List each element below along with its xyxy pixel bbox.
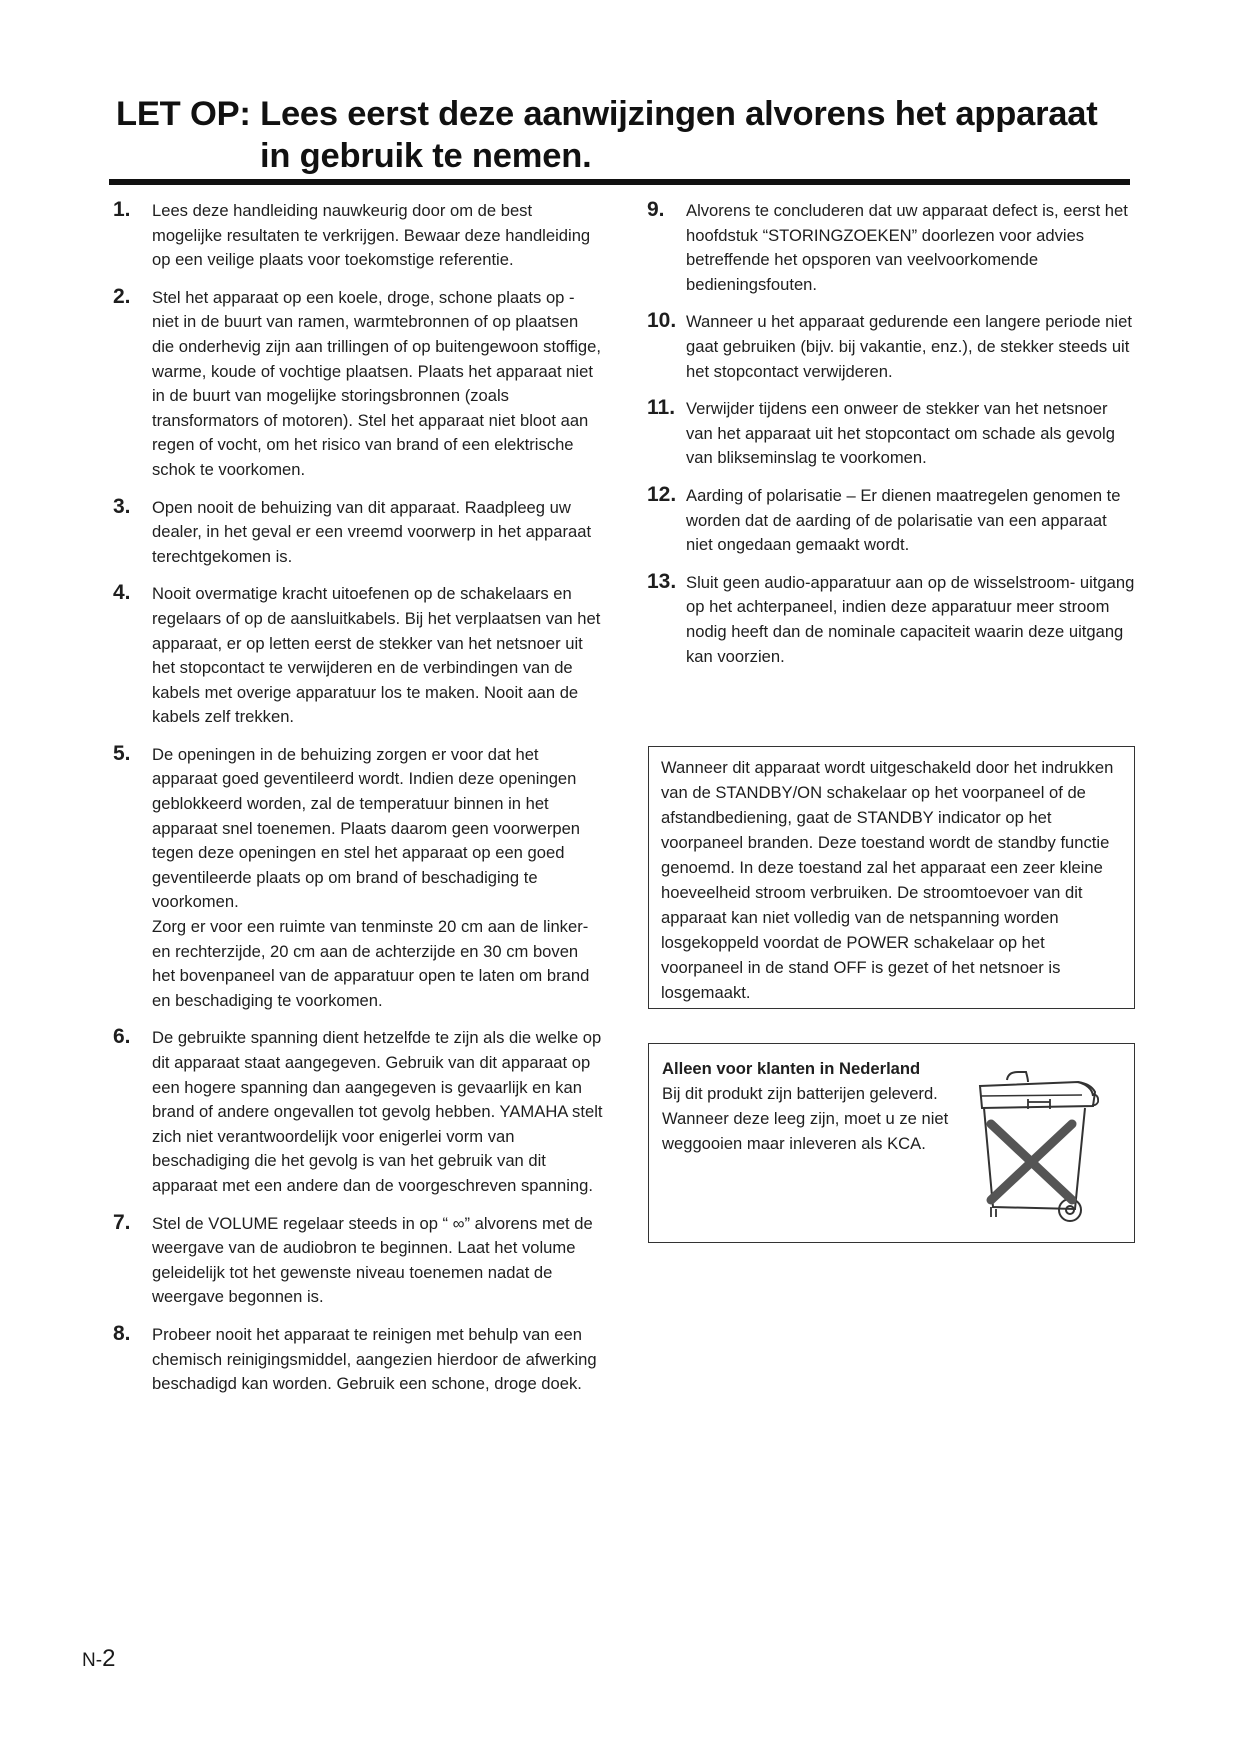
page-number [82, 1645, 115, 1673]
item-text: netsnoer van het apparaat uit het stopcontact om schade als gevolg van blikseminslag te voorkomen. [686, 399, 1115, 468]
list-item [113, 1323, 603, 1397]
crossed-out-bin-icon [974, 1062, 1099, 1227]
item-lead: Aarding of polarisatie – Er dienen maatregelen [686, 485, 1029, 505]
item-lead: Nooit overmatige kracht uitoefenen op de schakelaars [152, 584, 549, 604]
title-line-2: in gebruik te nemen. [260, 137, 592, 175]
page-number-prefix: N- [82, 1650, 103, 1671]
item-number: 10. [647, 309, 677, 333]
list-item [647, 571, 1135, 669]
item-number: 4. [113, 581, 131, 605]
standby-notice-box [648, 746, 1135, 1009]
item-text: periode niet gaat gebruiken (bijv. bij vakantie, enz.), de stekker steeds uit het stopcontact verwijderen. [686, 312, 1132, 381]
item-text: mogelijke resultaten te verkrijgen. Bewaar deze handleiding op een veilige plaats voor toekomstige referentie. [152, 225, 591, 270]
item-text: eerst het hoofdstuk “STORINGZOEKEN” doorlezen voor advies betreffende het opsporen van veelvoorkomende bedieningsfouten. [686, 201, 1128, 294]
item-number: 7. [113, 1210, 131, 1234]
standby-notice-text: Wanneer dit apparaat wordt uitgeschakeld door het indrukken van de STANDBY/ON schakelaar op het voorpaneel of de afstandbediening, gaat de STANDBY indicator op het voorpaneel branden. Deze toestand wordt de standby functie genoemd. In deze toestand zal het apparaat een zeer kleine hoeveelheid stroom verbruiken. De stroomtoevoer van dit apparaat kan niet volledig van de netspanning worden losgekoppeld voordat de POWER schakelaar op het voorpaneel in de stand OFF is gezet of het netsnoer is losgemaakt. [661, 758, 1114, 1002]
item-text: uitgang op het achterpaneel, indien deze apparatuur meer stroom nodig heeft dan de nominale capaciteit waarin deze uitgang kan voorzien. [686, 572, 1135, 666]
item-text: genomen te worden dat de aarding of de polarisatie van een apparaat niet ongedaan gemaakt wordt. [686, 485, 1121, 555]
item-number: 6. [113, 1025, 131, 1049]
item-text: op - niet in de buurt van ramen, warmtebronnen of op plaatsen die onderhevig zijn aan trillingen of op buitengewoon stoffige, warme, koude of vochtige plaatsen. Plaats het apparaat niet in de buurt van mogelijke storingsbronnen (zoals transformators of motoren). Stel het apparaat niet bloot aan regen of vocht, om het risico van brand of een elektrische schok te voorkomen. [152, 287, 601, 479]
list-item [647, 397, 1135, 471]
kca-notice-title: Alleen voor klanten in Nederland [662, 1059, 921, 1078]
item-number: 5. [113, 741, 131, 765]
item-number: 13. [647, 569, 677, 593]
item-number: 12. [647, 482, 677, 506]
list-item [113, 286, 603, 483]
item-number: 1. [113, 198, 131, 221]
item-lead: De openingen in de behuizing zorgen er voor dat het [152, 744, 539, 764]
list-item [113, 199, 603, 273]
item-extra-text: Zorg er voor een ruimte van tenminste 20 cm aan de linker- en rechterzijde, 20 cm aan de achterzijde en 30 cm boven het bovenpaneel van de apparatuur open te laten om brand en beschadiging te voorkomen. [152, 917, 590, 1010]
item-lead: Probeer nooit het apparaat te reinigen met behulp van [152, 1324, 550, 1344]
item-number: 3. [113, 494, 131, 518]
list-item [647, 199, 1135, 297]
item-lead: Sluit geen audio-apparatuur aan op de wisselstroom- [686, 572, 1076, 592]
kca-notice-text: Bij dit produkt zijn batterijen geleverd. Wanneer deze leeg zijn, moet u ze niet weggooien maar inleveren als KCA. [662, 1084, 949, 1153]
item-lead: Open nooit de behuizing van dit apparaat. Raadpleeg [152, 497, 546, 517]
page-title [116, 93, 1146, 177]
item-text: met de weergave van de audiobron te beginnen. Laat het volume geleidelijk tot het gewenste niveau toenemen nadat de weergave begonnen is. [152, 1213, 593, 1307]
item-text: een chemisch reinigingsmiddel, aangezien hierdoor de afwerking beschadigd kan worden. Gebruik een schone, droge doek. [152, 1324, 597, 1394]
title-line-1: LET OP: Lees eerst deze aanwijzingen alvorens het apparaat [116, 95, 1098, 133]
list-item [647, 310, 1135, 384]
list-item [113, 496, 603, 570]
list-item [113, 1026, 603, 1198]
list-item [113, 582, 603, 730]
item-number: 2. [113, 284, 131, 308]
list-item [113, 743, 603, 1014]
item-text: apparaat goed geventileerd wordt. Indien deze openingen geblokkeerd worden, zal de temperatuur binnen in het apparaat snel toenemen. Plaats daarom geen voorwerpen tegen deze openingen en stel het apparaat op een goed geventileerde plaats op om brand of beschadiging te voorkomen. [152, 769, 581, 912]
kca-notice-content [662, 1056, 952, 1156]
item-number: 9. [647, 198, 665, 221]
item-lead: De gebruikte spanning dient hetzelfde te zijn als die [152, 1028, 532, 1048]
page-number-value: 2 [102, 1645, 116, 1672]
list-item [647, 484, 1135, 558]
item-text: uw dealer, in het geval er een vreemd voorwerp in het apparaat terechtgekomen is. [152, 497, 592, 566]
kca-notice-box [648, 1043, 1135, 1243]
item-text: welke op dit apparaat staat aangegeven. Gebruik van dit apparaat op een hogere spanning dan aangegeven is gevaarlijk en kan brand of andere ongevallen tot gevolg hebben. YAMAHA stelt zich niet verantwoordelijk voor enigerlei vorm van beschadiging die het gevolg is van het gebruik van dit apparaat met een andere dan de voorgeschreven spanning. [152, 1028, 603, 1195]
item-lead: Alvorens te concluderen dat uw apparaat defect is, [686, 201, 1059, 220]
item-text: en regelaars of op de aansluitkabels. Bij het verplaatsen van het apparaat, er op letten eerst de stekker van het netsnoer uit het stopcontact te verwijderen en de verbindingen van de kabels met overige apparatuur los te maken. Nooit aan de kabels zelf trekken. [152, 584, 601, 727]
item-number: 11. [647, 396, 676, 420]
item-number: 8. [113, 1321, 131, 1345]
item-lead: Stel het apparaat op een koele, droge, schone plaats [152, 287, 542, 307]
list-item [113, 1212, 603, 1310]
title-rule [109, 179, 1130, 185]
left-column [113, 199, 603, 1410]
item-lead: Lees deze handleiding nauwkeurig door om de best [152, 201, 533, 220]
right-column [647, 199, 1135, 682]
item-lead: Stel de VOLUME regelaar steeds in op “ ∞” alvorens [152, 1213, 538, 1233]
item-lead: Verwijder tijdens een onweer de stekker van het [686, 399, 1039, 419]
item-lead: Wanneer u het apparaat gedurende een langere [686, 312, 1041, 332]
